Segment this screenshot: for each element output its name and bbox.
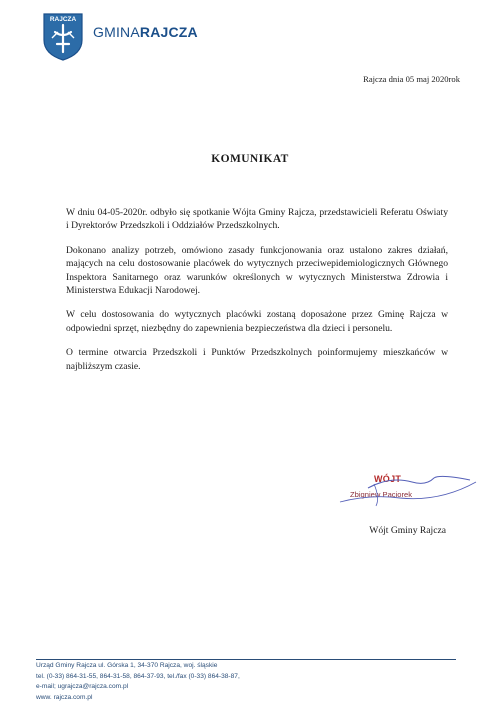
municipality-crest-logo [40, 10, 86, 62]
footer-address: Urząd Gminy Rajcza ul. Górska 1, 34-370 Rajcza, woj. śląskie [36, 662, 218, 669]
brand-light: GMINA [93, 24, 140, 40]
stamp-name: Zbigniew Paciorek [350, 490, 413, 499]
stamp-title: WÓJT [374, 474, 402, 484]
footer-divider [36, 659, 456, 660]
brand-bold: RAJCZA [139, 24, 198, 40]
footer-website: www. rajcza.com.pl [36, 693, 93, 701]
paragraph-1: W dniu 04-05-2020r. odbyło się spotkanie Wójta Gminy Rajcza, przedstawicieli Referatu Oświaty i Dyrektorów Przedszkoli i Oddziałów Przedszkolnych. [66, 207, 448, 232]
footer-phones: tel. (0-33) 864-31-55, 864-31-58, 864-37-93, tel./fax (0-33) 864-38-87, [36, 672, 240, 680]
signature-caption: Wójt Gminy Rajcza [369, 525, 446, 536]
handwritten-signature [330, 468, 480, 528]
footer-email: e-mail; ugrajcza@rajcza.com.pl [36, 683, 129, 691]
logo-text: RAJCZA [49, 16, 77, 23]
document-body [66, 206, 448, 384]
paragraph-3: W celu dostosowania do wytycznych placówki zostaną doposażone przez Gminę Rajcza w odpowiedni sprzęt, niezbędny do zapewnienia bezpieczeństwa dla dzieci i personelu. [66, 309, 448, 334]
signature-stamp [330, 468, 480, 528]
footer [36, 661, 476, 703]
brand-name [93, 24, 198, 40]
paragraph-4: O termine otwarcia Przedszkoli i Punktów Przedszkolnych poinformujemy mieszkańców w najbliższym czasie. [66, 347, 448, 372]
document-title: KOMUNIKAT [211, 153, 289, 165]
document-date: Rajcza dnia 05 maj 2020rok [363, 74, 460, 84]
paragraph-2: Dokonano analizy potrzeb, omówiono zasady funkcjonowania oraz ustalono zakres działań, mających na celu dostosowanie placówek do wytycznych przeciwepidemiologicznych Głównego Inspektora Sanitarnego oraz warunków określonych w wytycznych Ministerstwa Zdrowia i Ministerstwa Edukacji Narodowej. [66, 244, 448, 297]
